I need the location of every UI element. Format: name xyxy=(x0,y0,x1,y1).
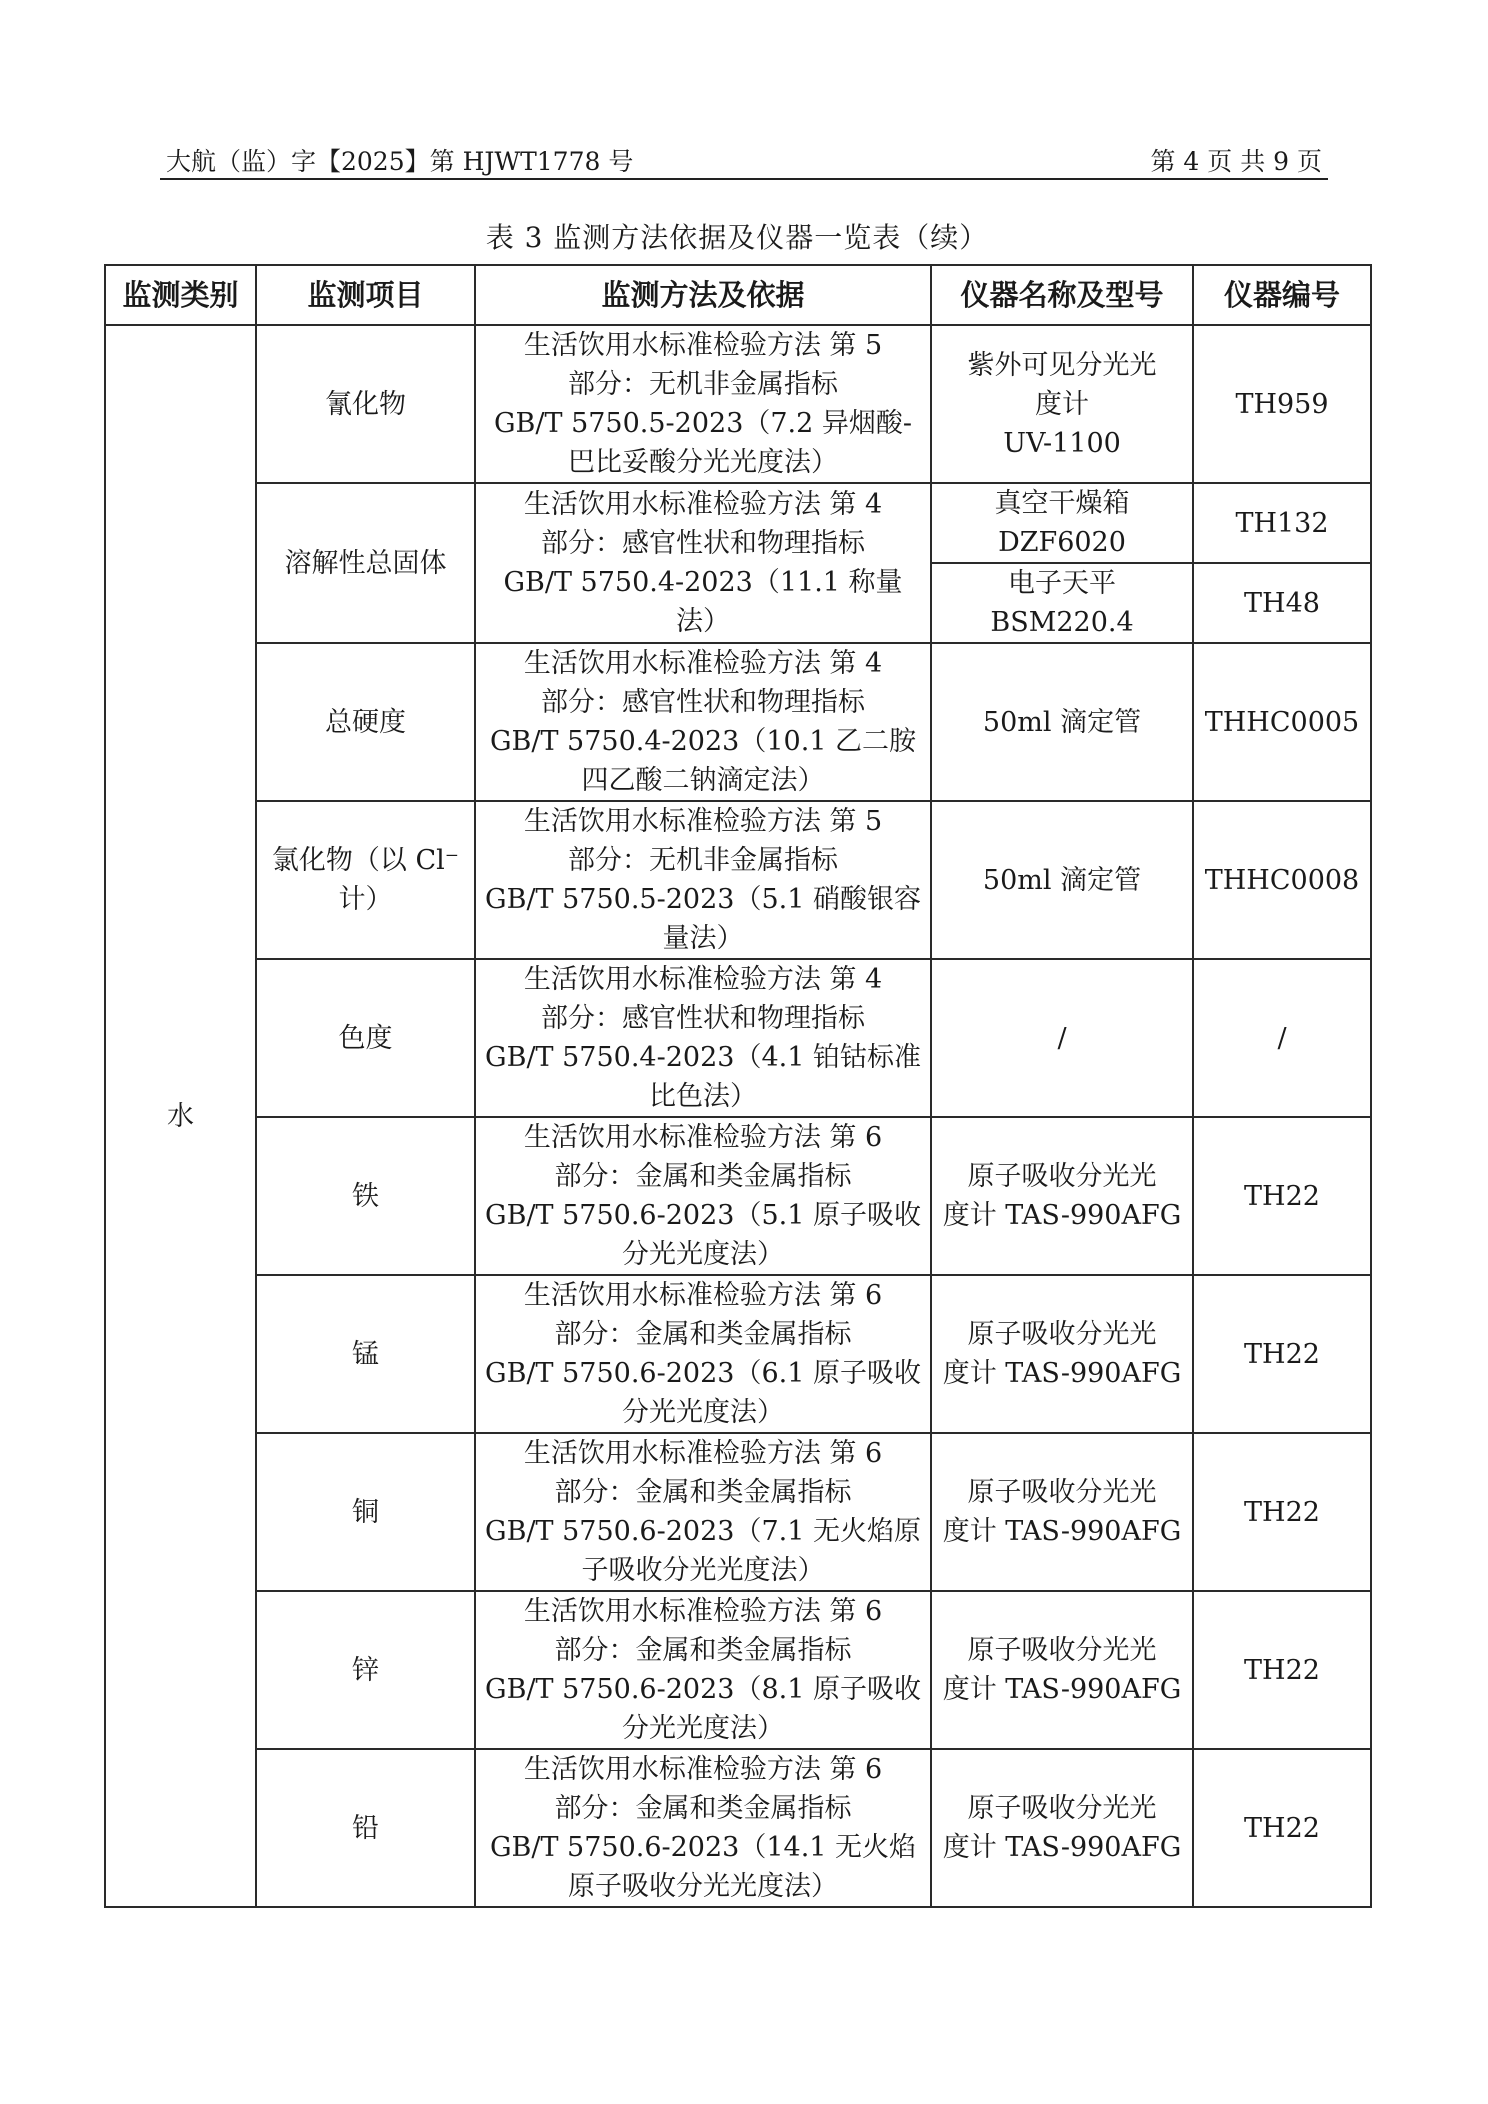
monitoring-method-line: 生活饮用水标准检验方法 第 6 xyxy=(523,1596,883,1627)
monitoring-method xyxy=(475,1749,931,1907)
monitoring-method-line: 生活饮用水标准检验方法 第 5 xyxy=(523,806,883,837)
instrument-name-line: 真空干燥箱 xyxy=(994,488,1130,519)
instrument-name xyxy=(931,1749,1193,1907)
monitoring-method-line: 部分：无机非金属指标 xyxy=(568,845,838,876)
monitoring-method-line: 部分：金属和类金属指标 xyxy=(554,1319,852,1350)
instrument-name xyxy=(931,1433,1193,1591)
monitoring-method-line: GB/T 5750.6-2023（7.1 无火焰原 xyxy=(485,1516,921,1547)
instrument-number: THHC0008 xyxy=(1193,801,1371,959)
instrument-name-line: 原子吸收分光光 xyxy=(967,1635,1157,1666)
instrument-name-line: 度计 TAS-990AFG xyxy=(942,1358,1182,1389)
monitoring-method xyxy=(475,643,931,801)
monitoring-method-line: 分光光度法） xyxy=(622,1713,784,1744)
monitoring-method-line: 部分：金属和类金属指标 xyxy=(554,1161,852,1192)
monitoring-method-line: 分光光度法） xyxy=(622,1397,784,1428)
instrument-name-line: BSM220.4 xyxy=(990,607,1134,638)
table-row xyxy=(105,1433,1371,1591)
table-row xyxy=(105,325,1371,483)
instrument-name xyxy=(931,643,1193,801)
instrument-name-line: 50ml 滴定管 xyxy=(982,706,1142,738)
instrument-name-line: 度计 TAS-990AFG xyxy=(942,1200,1182,1231)
monitoring-method xyxy=(475,325,931,483)
monitoring-item: 铅 xyxy=(256,1749,475,1907)
table-row xyxy=(105,959,1371,1117)
monitoring-method-line: 生活饮用水标准检验方法 第 4 xyxy=(523,648,883,679)
table-body xyxy=(105,325,1371,1907)
monitoring-item xyxy=(256,801,475,959)
monitoring-method-line: 子吸收分光光度法） xyxy=(581,1555,825,1586)
instrument-name xyxy=(931,801,1193,959)
monitoring-method-line: GB/T 5750.4-2023（4.1 铂钴标准 xyxy=(485,1042,921,1073)
instrument-name xyxy=(931,325,1193,483)
monitoring-item: 锰 xyxy=(256,1275,475,1433)
instrument-name-line: UV-1100 xyxy=(1003,427,1121,459)
monitoring-method-line: GB/T 5750.6-2023（5.1 原子吸收 xyxy=(485,1200,921,1231)
instrument-name xyxy=(931,1591,1193,1749)
instrument-number: TH48 xyxy=(1193,563,1371,643)
instrument-name-line: 50ml 滴定管 xyxy=(982,864,1142,896)
monitoring-method-line: 生活饮用水标准检验方法 第 6 xyxy=(523,1280,883,1311)
instrument-name-line: 度计 TAS-990AFG xyxy=(942,1832,1182,1863)
monitoring-item: 氰化物 xyxy=(256,325,475,483)
monitoring-method-line: 生活饮用水标准检验方法 第 6 xyxy=(523,1122,883,1153)
instrument-name-line: 度计 TAS-990AFG xyxy=(942,1516,1182,1547)
monitoring-method-line: GB/T 5750.6-2023（6.1 原子吸收 xyxy=(485,1358,921,1389)
instrument-number: THHC0005 xyxy=(1193,643,1371,801)
monitoring-item: 锌 xyxy=(256,1591,475,1749)
page-header xyxy=(160,138,1328,180)
monitoring-method-line: 生活饮用水标准检验方法 第 4 xyxy=(523,964,883,995)
monitoring-method-line: 部分：感官性状和物理指标 xyxy=(541,528,865,559)
instrument-number: TH22 xyxy=(1193,1275,1371,1433)
monitoring-method-line: GB/T 5750.5-2023（5.1 硝酸银容 xyxy=(485,884,921,915)
report-number: 大航（监）字【2025】第 HJWT1778 号 xyxy=(166,147,634,176)
table-row xyxy=(105,1749,1371,1907)
instrument-number: TH22 xyxy=(1193,1433,1371,1591)
monitoring-method-line: GB/T 5750.5-2023（7.2 异烟酸- xyxy=(493,408,913,439)
column-header: 监测方法及依据 xyxy=(475,265,931,325)
table-row xyxy=(105,643,1371,801)
instrument-name-line: DZF6020 xyxy=(998,527,1126,558)
instrument-name-line: 原子吸收分光光 xyxy=(967,1161,1157,1192)
monitoring-method xyxy=(475,1275,931,1433)
monitoring-method-line: 部分：金属和类金属指标 xyxy=(554,1477,852,1508)
monitoring-item: 溶解性总固体 xyxy=(256,483,475,643)
instrument-name xyxy=(931,483,1193,563)
monitoring-method-line: GB/T 5750.6-2023（8.1 原子吸收 xyxy=(485,1674,921,1705)
monitoring-category: 水 xyxy=(105,325,256,1907)
instrument-number: TH22 xyxy=(1193,1117,1371,1275)
monitoring-method-line: 生活饮用水标准检验方法 第 4 xyxy=(523,489,883,520)
page-indicator: 第 4 页 共 9 页 xyxy=(1150,147,1322,176)
monitoring-method-line: 部分：金属和类金属指标 xyxy=(554,1635,852,1666)
monitoring-method xyxy=(475,1117,931,1275)
instrument-name-line: 度计 xyxy=(1035,388,1089,420)
instrument-number: TH959 xyxy=(1193,325,1371,483)
table-row xyxy=(105,1591,1371,1749)
monitoring-method-line: 部分：感官性状和物理指标 xyxy=(541,687,865,718)
monitoring-method xyxy=(475,483,931,643)
monitoring-methods-table xyxy=(104,264,1372,1908)
instrument-name-line: 紫外可见分光光 xyxy=(967,349,1157,381)
instrument-name xyxy=(931,563,1193,643)
instrument-number: TH132 xyxy=(1193,483,1371,563)
instrument-number: TH22 xyxy=(1193,1591,1371,1749)
monitoring-method-line: 原子吸收分光光度法） xyxy=(568,1871,838,1902)
monitoring-method-line: 量法） xyxy=(662,923,744,954)
monitoring-method-line: GB/T 5750.4-2023（10.1 乙二胺 xyxy=(489,726,917,757)
instrument-name-line: / xyxy=(1057,1022,1067,1054)
instrument-name-line: 原子吸收分光光 xyxy=(967,1793,1157,1824)
instrument-name xyxy=(931,1275,1193,1433)
monitoring-method-line: 巴比妥酸分光光度法） xyxy=(568,447,838,478)
instrument-name-line: 原子吸收分光光 xyxy=(967,1477,1157,1508)
column-header: 监测类别 xyxy=(105,265,256,325)
monitoring-item-line: 计） xyxy=(338,884,393,915)
table-row xyxy=(105,1117,1371,1275)
monitoring-method-line: 部分：金属和类金属指标 xyxy=(554,1793,852,1824)
instrument-name-line: 原子吸收分光光 xyxy=(967,1319,1157,1350)
monitoring-method-line: 部分：无机非金属指标 xyxy=(568,369,838,400)
monitoring-method xyxy=(475,1591,931,1749)
table-row xyxy=(105,483,1371,563)
monitoring-method-line: 部分：感官性状和物理指标 xyxy=(541,1003,865,1034)
monitoring-item: 总硬度 xyxy=(256,643,475,801)
monitoring-method-line: 比色法） xyxy=(649,1081,757,1112)
monitoring-method-line: 分光光度法） xyxy=(622,1239,784,1270)
column-header: 仪器名称及型号 xyxy=(931,265,1193,325)
column-header: 仪器编号 xyxy=(1193,265,1371,325)
table-row xyxy=(105,801,1371,959)
instrument-name xyxy=(931,959,1193,1117)
monitoring-item: 铜 xyxy=(256,1433,475,1591)
monitoring-item: 铁 xyxy=(256,1117,475,1275)
table-header-row xyxy=(105,265,1371,325)
monitoring-method-line: 生活饮用水标准检验方法 第 6 xyxy=(523,1438,883,1469)
monitoring-method xyxy=(475,1433,931,1591)
table-row xyxy=(105,1275,1371,1433)
table-title: 表 3 监测方法依据及仪器一览表（续） xyxy=(485,221,989,254)
column-header: 监测项目 xyxy=(256,265,475,325)
instrument-name-line: 电子天平 xyxy=(1008,568,1116,599)
monitoring-method-line: 四乙酸二钠滴定法） xyxy=(581,765,825,796)
monitoring-method xyxy=(475,959,931,1117)
monitoring-method xyxy=(475,801,931,959)
instrument-number: TH22 xyxy=(1193,1749,1371,1907)
monitoring-method-line: GB/T 5750.6-2023（14.1 无火焰 xyxy=(489,1832,917,1863)
monitoring-method-line: 生活饮用水标准检验方法 第 5 xyxy=(523,330,883,361)
instrument-name xyxy=(931,1117,1193,1275)
monitoring-method-line: 生活饮用水标准检验方法 第 6 xyxy=(523,1754,883,1785)
monitoring-method-line: GB/T 5750.4-2023（11.1 称量法） xyxy=(503,567,903,637)
instrument-number: / xyxy=(1193,959,1371,1117)
monitoring-item-line: 氯化物（以 Cl⁻ xyxy=(271,845,460,876)
monitoring-item: 色度 xyxy=(256,959,475,1117)
instrument-name-line: 度计 TAS-990AFG xyxy=(942,1674,1182,1705)
